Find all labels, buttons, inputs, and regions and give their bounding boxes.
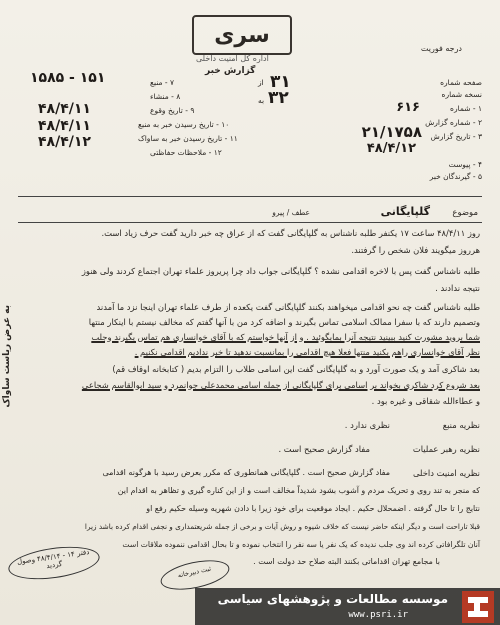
field-origin-label: ۸ - منشاء <box>150 92 181 101</box>
field-copy-number: نسخه شماره <box>441 90 482 99</box>
field-source-label: ۷ - منبع <box>150 78 175 87</box>
field-number-value: ۶۱۶ <box>396 100 420 115</box>
field-page-number: صفحه شماره <box>440 78 482 87</box>
body-line-6: وتصمیم دارند که با سفرا ممالک اسلامی تماس بگیرند و اضافه کرد من با آنها گفتم که مخالف نیستم با اینکار منتها <box>88 317 480 327</box>
field-report-date-label: ۳ - تاریخ گزارش <box>430 132 482 141</box>
field-savak-arrival-value: ۴۸/۴/۱۲ <box>38 134 91 150</box>
registry-stamp: ثبت دبیرخانه <box>158 555 232 595</box>
field-report-number-value: ۲۱/۱۷۵۸ <box>361 123 422 141</box>
field-to-label: به <box>258 96 265 105</box>
classification-stamp <box>192 15 292 55</box>
opinion-source-label: نظریه منبع <box>442 420 480 430</box>
field-attachment-label: ۴ - پیوست <box>448 160 482 169</box>
body-line-9: بعد شاکری آمد و یک صورت آورد و به گلپایگانی گفت این اسامی طلاب را التزام بدیم ( کتابخانه اوقاف قم) <box>112 364 480 374</box>
institute-logo-icon <box>462 591 494 623</box>
field-occurrence-date-value: ۴۸/۴/۱۱ <box>38 101 91 117</box>
publisher-watermark <box>195 588 500 625</box>
field-from-label: از <box>258 78 264 87</box>
field-savak-arrival-label: ۱۱ - تاریخ رسیدن خبر به ساواک <box>138 134 238 143</box>
field-to-value: ۳۲ <box>268 88 289 108</box>
closing-line-1: که منجر به تند روی و تحریک مردم و آشوب بشود شدیداً مخالف است و از این کناره گیری و تظاهر به اقدام این <box>117 486 480 495</box>
opinion-security-value: مفاد گزارش صحیح است . گلپایگانی همانطوری که مکرر بعرض رسید با هرگونه اقدامی <box>102 468 390 477</box>
body-line-8: نظر آقای خوانساری راهم بکنید منتها فعلا هیچ اقدامی را بمانسبت ندهید تا خبر ندادیم اقدامی نکنیم . <box>134 347 480 357</box>
closing-line-4: آنان تلگرافاتی کرده اند وی جلب ندیده که یک نفر یا سه نفر را انتخاب نموده و تا بحال اقدامی ننموده ملاقات است <box>122 540 480 549</box>
opinion-leader-label: نظریه رهبر عملیات <box>412 444 480 454</box>
opinion-source-value: نظری ندارد . <box>344 420 390 430</box>
divider-subject <box>18 222 482 223</box>
body-line-2: هرروز میگویند فلان شخص را گرفتند. <box>351 245 480 255</box>
classification-text: سری <box>214 22 270 48</box>
body-line-1: روز ۴۸/۴/۱۱ ساعت ۱۷ یکنفر طلبه ناشناس به گلپایگانی گفت که از عراق چه خبر دارید گفت حرف زیاد است. <box>101 228 480 238</box>
body-line-3: طلبه ناشناس گفت پس با لاخره اقدامی نشده ؟ گلپایگانی جواب داد چرا پریروز علماء تهران اجتماع کردند ولی هنوز <box>81 266 480 276</box>
body-line-5: طلبه ناشناس گفت چه نحو اقدامی میخواهند بکنند گلپایگانی گفت یکعده از طرف علماء تهران اینجا نزد ما آمدند <box>96 302 480 312</box>
body-line-11: و عطاءالله شقاقی و غیره بود . <box>371 396 480 406</box>
closing-line-5: با مجامع تهران اقداماتی بکنند البته صلاح حد دولت است . <box>253 557 440 566</box>
field-source-value: ۱۵۸۵ - ۱۵۱ <box>30 70 106 86</box>
divider-top <box>18 196 482 197</box>
classification-subtitle: اداره کل امنیت داخلی <box>196 54 269 63</box>
watermark-title: موسسه مطالعات و پژوهشهای سیاسی <box>217 592 448 606</box>
closing-line-3: قبلا تاراحت است و دیگر اینکه حاضر نیست که خلاف شیوه و روش آیات و برخی از جمله شریعتمداری و نجفی اقدام کرده باشد زیرا <box>84 522 480 531</box>
body-line-7: شما بروید مشورت کنید ببینید نتیجه آنرا بمابگوئید . و از آنها خواستم که با آقای خوانساری هم تماس بگیرند وجلب <box>91 332 480 342</box>
field-security-notes-label: ۱۲ - ملاحظات حفاظتی <box>150 148 222 157</box>
body-line-4: نتیجه ندادند . <box>435 283 480 293</box>
field-report-date-value: ۴۸/۴/۱۲ <box>366 141 416 156</box>
field-number-label: ۱ - شماره <box>450 104 482 113</box>
reference-label: عطف / پیرو <box>272 208 310 217</box>
field-source-arrival-value: ۴۸/۴/۱۱ <box>38 118 91 134</box>
field-report-number-label: ۲ - شماره گزارش <box>425 118 482 127</box>
opinion-leader-value: مفاد گزارش صحیح است . <box>278 444 370 454</box>
margin-handwritten-note: به عرض ریاست ساواک <box>2 305 12 408</box>
field-source-arrival-label: ۱۰ - تاریخ رسیدن خبر به منبع <box>138 120 230 129</box>
field-from-value: ۳۱ <box>270 72 291 92</box>
opinion-security-label: نظریه امنیت داخلی <box>412 468 480 478</box>
closing-line-2: نتایج را تا حال گرفته . اضمحلال حکیم . ایجاد موقعیت برای خود زیرا با دادن شهریه وسیله حکیم رفع او <box>146 504 480 513</box>
field-occurrence-date-label: ۹ - تاریخ وقوع <box>150 106 195 115</box>
field-recipients-label: ۵ - گیرندگان خبر <box>429 172 482 181</box>
body-line-10: بعد شروع کرد شاکری بخواند بر اسامی برای گلپایگانی از جمله اسامی محمدعلی جوانمرد و سید ابوالقاسم شجاعی <box>81 380 480 390</box>
document-title: گزارش خبر <box>205 66 256 76</box>
subject-value: گلپایگانی <box>380 205 430 218</box>
subject-label: موضوع <box>452 208 478 218</box>
watermark-url: www.psri.ir <box>348 610 408 620</box>
urgency-label: درجه فوریت <box>420 44 462 53</box>
receipt-stamp: دفتر ۱۴ - ۴۸/۴/۱۴ وصول گردید <box>6 542 101 585</box>
